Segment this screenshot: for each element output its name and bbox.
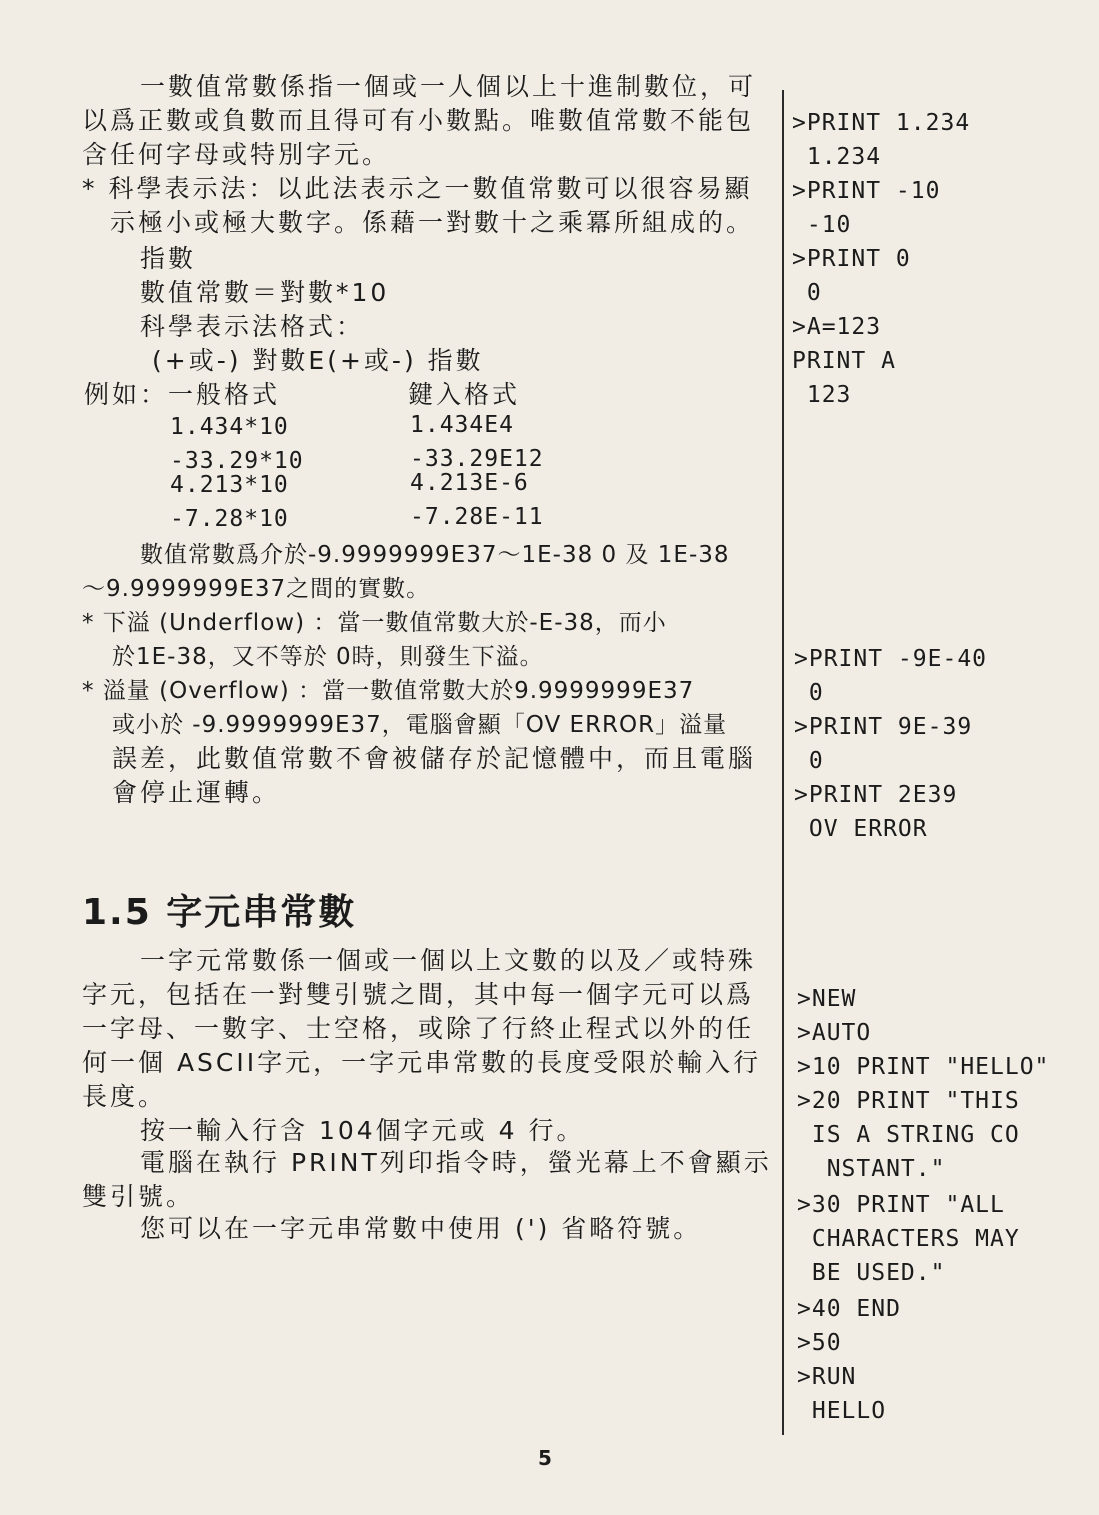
console-line: >40 END: [797, 1296, 901, 1322]
console-line: >PRINT -10: [792, 178, 941, 204]
example-input: 1.434E4: [410, 412, 514, 438]
console-line: PRINT A: [792, 348, 896, 374]
console-line: BE USED.": [797, 1260, 946, 1286]
console-line: >AUTO: [797, 1020, 872, 1046]
paragraph-line: 您可以在一字元串常數中使用 (') 省略符號。: [140, 1214, 702, 1243]
example-general: 4.213*10: [170, 472, 289, 498]
console-line: NSTANT.": [797, 1156, 946, 1182]
page-number: 5: [538, 1446, 552, 1470]
paragraph-line: 含任何字母或特別字元。: [82, 140, 391, 169]
sci-notation-title: * 科學表示法：以此法表示之一數值常數可以很容易顯: [82, 174, 753, 203]
formula-line: 數值常數＝對數*10: [140, 278, 390, 307]
underflow-line: * 下溢 (Underflow) ：當一數值常數大於-E-38，而小: [82, 610, 667, 636]
format-title: 科學表示法格式：: [140, 312, 365, 341]
paragraph-line: 長度。: [82, 1082, 167, 1111]
console-line: >NEW: [797, 986, 857, 1012]
section-heading: 1.5 字元串常數: [82, 892, 357, 933]
example-input: -7.28E-11: [410, 504, 544, 530]
console-line: 0: [792, 280, 822, 306]
paragraph-line: 字元，包括在一對雙引號之間，其中每一個字元可以爲: [82, 980, 755, 1009]
format-line: (+或-) 對數E(+或-) 指數: [152, 346, 484, 375]
console-line: 0: [794, 680, 824, 706]
column-divider: [782, 90, 784, 1435]
exponent-label: 指數: [140, 244, 197, 273]
console-line: 0: [794, 748, 824, 774]
paragraph-line: 以爲正數或負數而且得可有小數點。唯數值常數不能包: [82, 106, 755, 135]
console-line: 1.234: [792, 144, 882, 170]
example-general: 1.434*10: [170, 414, 289, 440]
paragraph-line: 何一個 ASCII字元，一字元串常數的長度受限於輸入行: [82, 1048, 762, 1077]
overflow-line: * 溢量 (Overflow) ：當一數值常數大於9.9999999E37: [82, 678, 695, 704]
range-line: 數值常數爲介於-9.9999999E37～1E-38 0 及 1E-38: [140, 542, 730, 568]
paragraph-line: 雙引號。: [82, 1182, 195, 1211]
console-line: >PRINT 2E39: [794, 782, 958, 808]
input-format-label: 鍵入格式: [408, 380, 521, 409]
console-line: >RUN: [797, 1364, 857, 1390]
paragraph-line: 一字元常數係一個或一個以上文數的以及／或特殊: [140, 946, 757, 975]
console-line: OV ERROR: [794, 816, 928, 842]
console-line: >PRINT 1.234: [792, 110, 971, 136]
console-line: >PRINT 0: [792, 246, 911, 272]
console-line: >30 PRINT "ALL: [797, 1192, 1005, 1218]
range-line: ～9.9999999E37之間的實數。: [82, 576, 431, 602]
console-line: >PRINT 9E-39: [794, 714, 973, 740]
underflow-line: 於1E-38，又不等於 0時，則發生下溢。: [112, 644, 544, 670]
example-input: -33.29E12: [410, 446, 544, 472]
console-line: >PRINT -9E-40: [794, 646, 988, 672]
paragraph-line: 按一輸入行含 104個字元或 4 行。: [140, 1116, 585, 1145]
console-line: >10 PRINT "HELLO": [797, 1054, 1050, 1080]
console-line: CHARACTERS MAY: [797, 1226, 1020, 1252]
overflow-line: 誤差，此數值常數不會被儲存於記憶體中，而且電腦: [112, 744, 757, 773]
overflow-line: 會停止運轉。: [112, 778, 281, 807]
overflow-line: 或小於 -9.9999999E37，電腦會顯「OV ERROR」溢量: [112, 712, 728, 738]
example-input: 4.213E-6: [410, 470, 529, 496]
example-general: -33.29*10: [170, 448, 304, 474]
console-line: IS A STRING CO: [797, 1122, 1020, 1148]
console-line: -10: [792, 212, 852, 238]
paragraph-line: 一字母、一數字、士空格，或除了行終止程式以外的任: [82, 1014, 755, 1043]
console-line: >20 PRINT "THIS: [797, 1088, 1020, 1114]
paragraph-line: 電腦在執行 PRINT列印指令時，螢光幕上不會顯示: [140, 1148, 772, 1177]
example-general: -7.28*10: [170, 506, 289, 532]
example-label: 例如：一般格式: [84, 380, 281, 409]
console-line: 123: [792, 382, 852, 408]
paragraph-line: 一數值常數係指一個或一人個以上十進制數位，可: [140, 72, 757, 101]
console-line: >50: [797, 1330, 842, 1356]
paragraph-line: 示極小或極大數字。係藉一對數十之乘冪所組成的。: [110, 208, 755, 237]
console-line: HELLO: [797, 1398, 887, 1424]
console-line: >A=123: [792, 314, 882, 340]
